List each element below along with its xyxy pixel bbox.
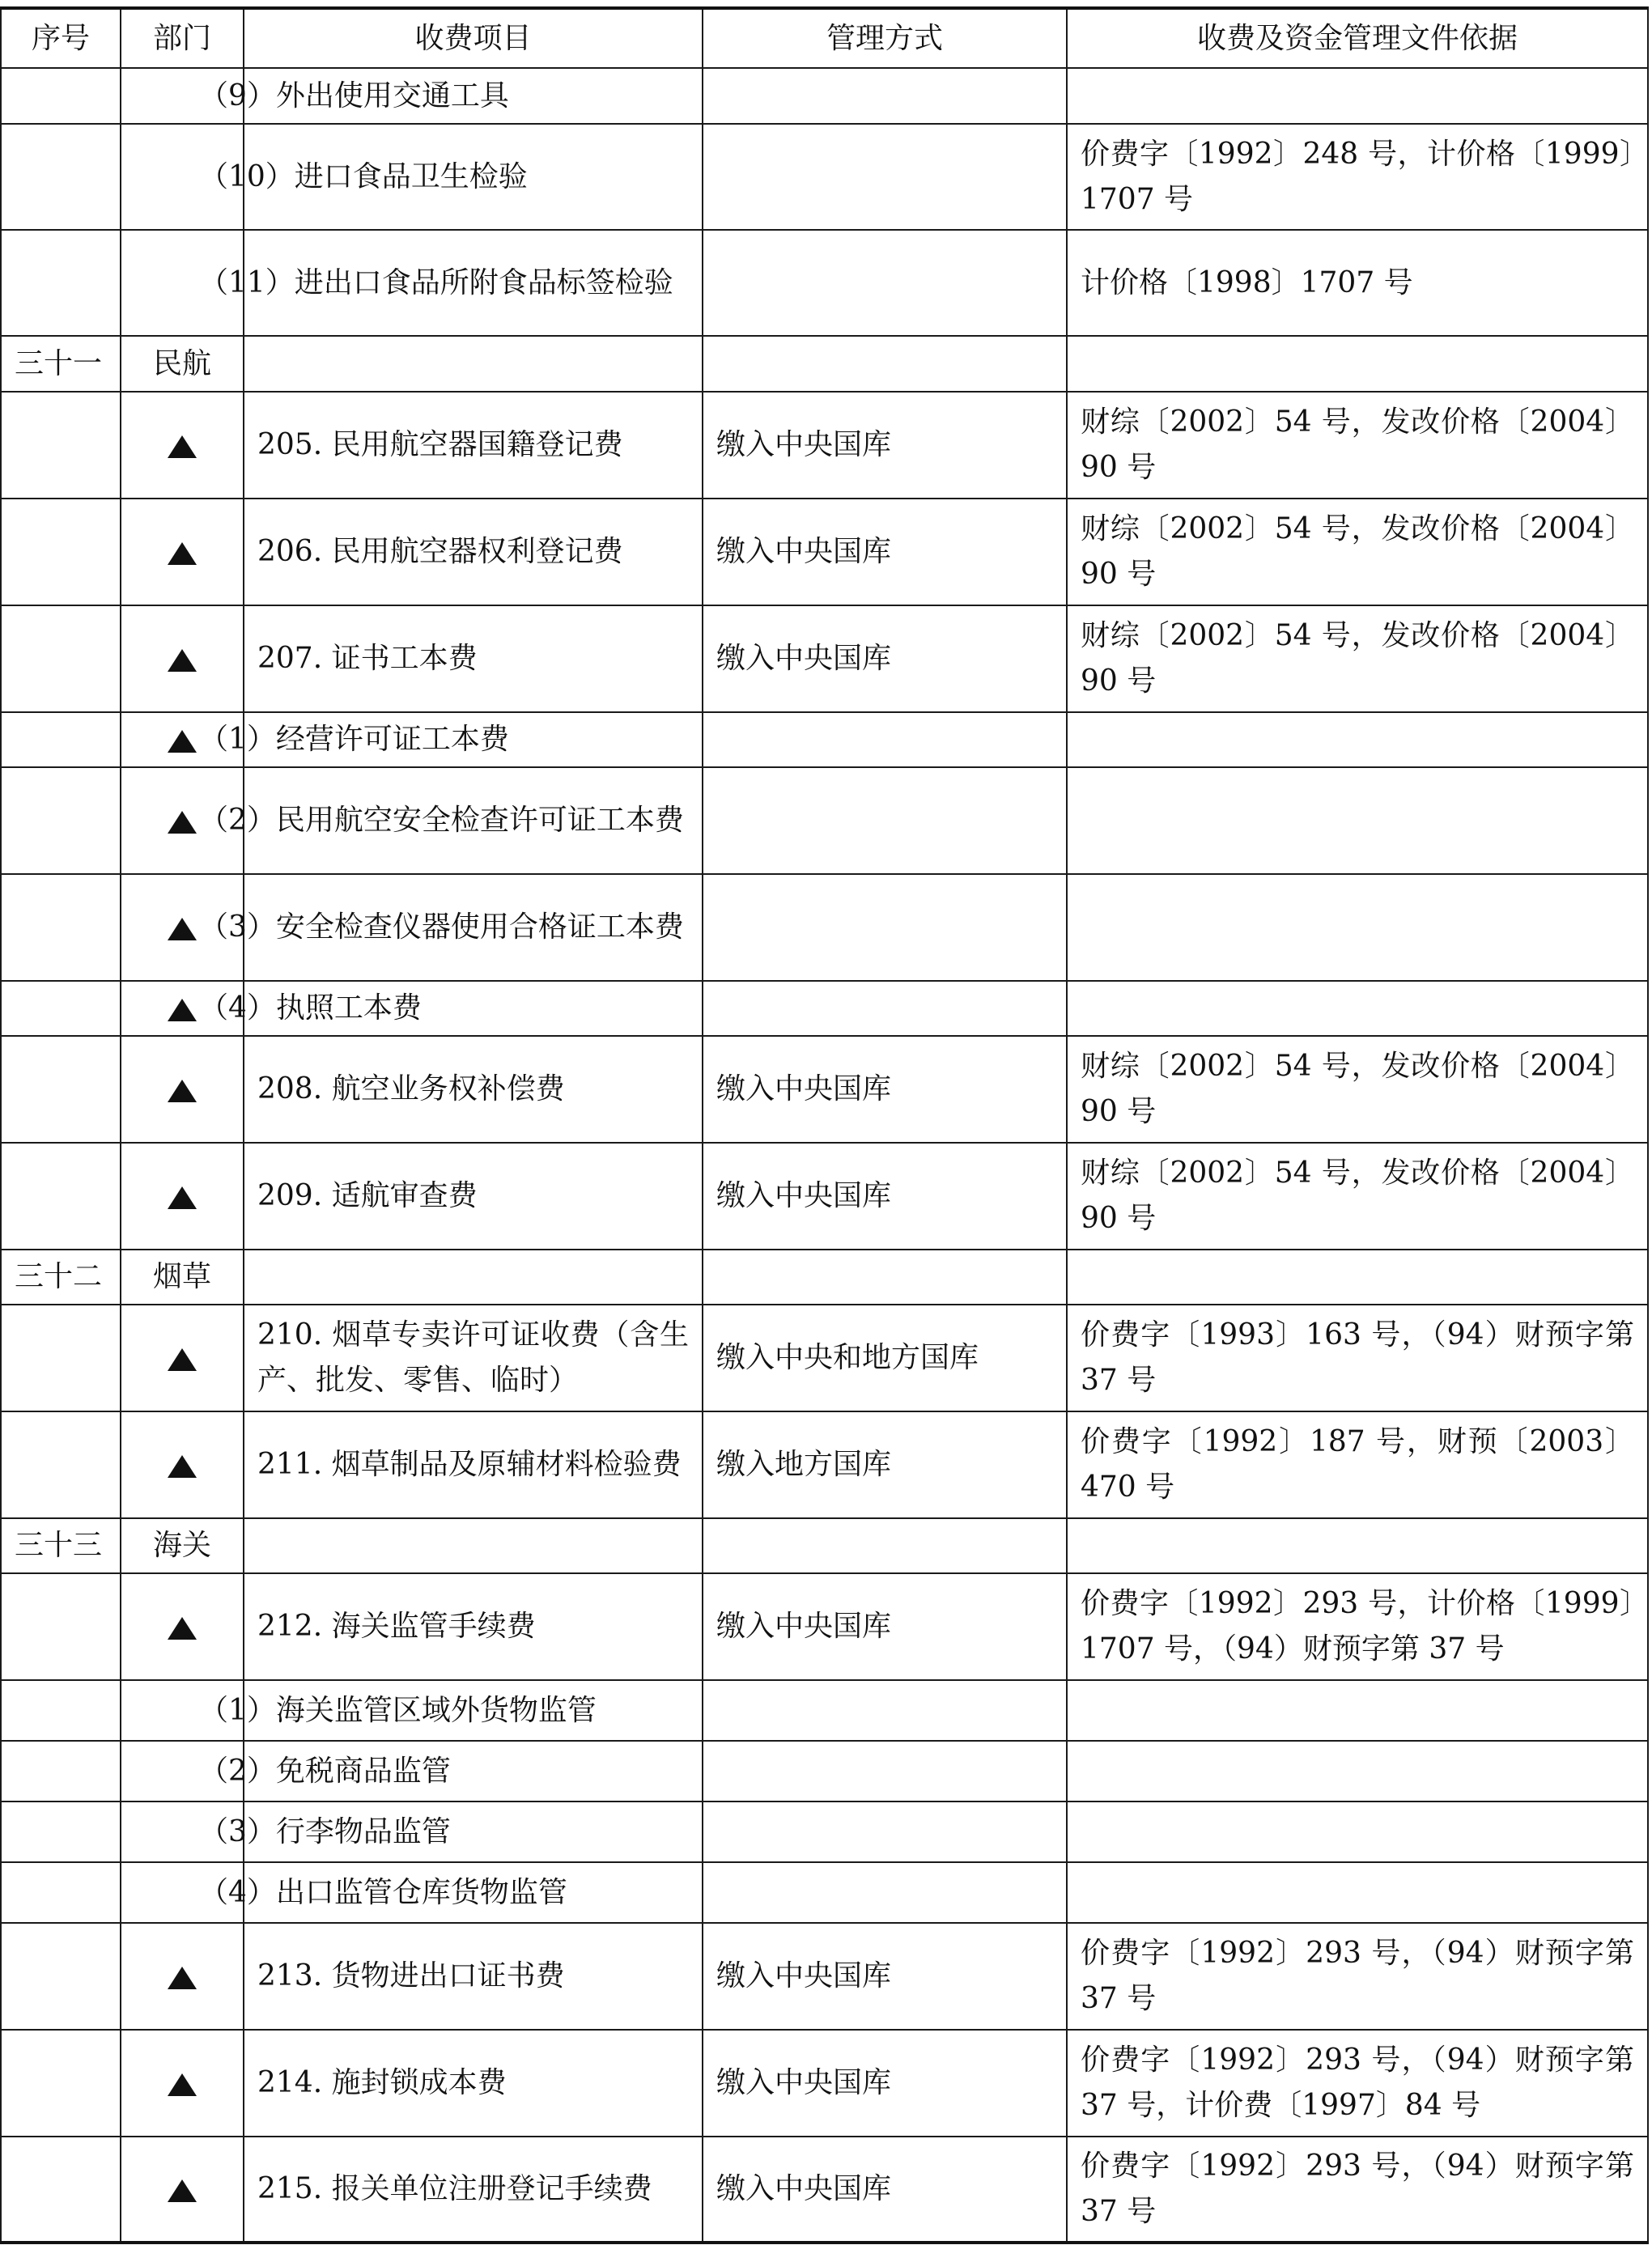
fee-item-cell: （10）进口食品卫生检验 [244, 124, 703, 230]
document-basis-cell: 财综〔2002〕54 号，发改价格〔2004〕90 号 [1067, 392, 1648, 499]
row-number [1, 2030, 121, 2137]
management-method-cell [703, 1518, 1067, 1573]
document-basis-cell [1067, 712, 1648, 767]
fee-item-cell: （1）海关监管区域外货物监管 [244, 1680, 703, 1741]
triangle-marker-icon [168, 1455, 197, 1478]
fee-item-cell: 212. 海关监管手续费 [244, 1573, 703, 1680]
management-method-cell: 缴入中央国库 [703, 1573, 1067, 1680]
table-row [1, 230, 1648, 336]
document-basis-cell: 计价格〔1998〕1707 号 [1067, 230, 1648, 336]
document-basis-cell: 财综〔2002〕54 号，发改价格〔2004〕90 号 [1067, 605, 1648, 712]
fee-item-cell: 214. 施封锁成本费 [244, 2030, 703, 2137]
management-method-cell: 缴入中央国库 [703, 1923, 1067, 2030]
document-basis-cell: 财综〔2002〕54 号，发改价格〔2004〕90 号 [1067, 1036, 1648, 1143]
management-method-cell [703, 1680, 1067, 1741]
table-row [1, 124, 1648, 230]
table-row [1, 1518, 1648, 1573]
fee-item-cell: 210. 烟草专卖许可证收费（含生产、批发、零售、临时） [244, 1305, 703, 1411]
triangle-marker-icon [168, 918, 197, 940]
row-number [1, 1862, 121, 1923]
triangle-marker-icon [168, 649, 197, 672]
fee-item-cell: 205. 民用航空器国籍登记费 [244, 392, 703, 499]
department-cell [121, 1573, 244, 1680]
fee-item-cell: （4）执照工本费 [244, 981, 703, 1036]
management-method-cell: 缴入中央国库 [703, 2030, 1067, 2137]
row-number [1, 874, 121, 981]
document-basis-cell [1067, 767, 1648, 874]
triangle-marker-icon [168, 435, 197, 458]
triangle-marker-icon [168, 1348, 197, 1371]
document-basis-cell [1067, 1250, 1648, 1305]
document-basis-cell: 财综〔2002〕54 号，发改价格〔2004〕90 号 [1067, 499, 1648, 605]
row-number [1, 1680, 121, 1741]
triangle-marker-icon [168, 1967, 197, 1989]
department-cell [121, 1143, 244, 1250]
management-method-cell: 缴入中央国库 [703, 392, 1067, 499]
table-row [1, 981, 1648, 1036]
row-number [1, 68, 121, 124]
table-row [1, 1680, 1648, 1741]
row-number [1, 981, 121, 1036]
row-number [1, 1143, 121, 1250]
management-method-cell [703, 981, 1067, 1036]
management-method-cell [703, 68, 1067, 124]
document-basis-cell: 价费字〔1992〕187 号，财预〔2003〕470 号 [1067, 1411, 1648, 1518]
document-basis-cell [1067, 1802, 1648, 1862]
table-row [1, 68, 1648, 124]
table-row [1, 1143, 1648, 1250]
table-row [1, 605, 1648, 712]
table-row [1, 392, 1648, 499]
table-row [1, 767, 1648, 874]
department-cell [121, 2030, 244, 2137]
triangle-marker-icon [168, 730, 197, 753]
document-basis-cell: 价费字〔1992〕293 号，（94）财预字第 37 号 [1067, 1923, 1648, 2030]
fee-item-cell [244, 336, 703, 392]
row-number [1, 1036, 121, 1143]
document-basis-cell: 价费字〔1992〕293 号，（94）财预字第 37 号 [1067, 2137, 1648, 2243]
department-cell: 民航 [121, 336, 244, 392]
document-basis-cell [1067, 1741, 1648, 1802]
document-basis-cell [1067, 874, 1648, 981]
fee-item-cell: 211. 烟草制品及原辅材料检验费 [244, 1411, 703, 1518]
document-basis-cell [1067, 1518, 1648, 1573]
row-number [1, 1923, 121, 2030]
fee-item-cell [244, 1518, 703, 1573]
management-method-cell [703, 1741, 1067, 1802]
table-row [1, 1573, 1648, 1680]
management-method-cell [703, 874, 1067, 981]
department-cell [121, 1036, 244, 1143]
table-row [1, 1036, 1648, 1143]
management-method-cell: 缴入中央和地方国库 [703, 1305, 1067, 1411]
row-number [1, 2137, 121, 2243]
row-number: 三十三 [1, 1518, 121, 1573]
document-basis-cell: 价费字〔1992〕248 号，计价格〔1999〕1707 号 [1067, 124, 1648, 230]
header-mgmt: 管理方式 [703, 8, 1067, 68]
document-basis-cell [1067, 336, 1648, 392]
fee-item-cell: 215. 报关单位注册登记手续费 [244, 2137, 703, 2243]
table-row [1, 874, 1648, 981]
document-basis-cell: 价费字〔1992〕293 号，计价格〔1999〕1707 号，（94）财预字第 37 号 [1067, 1573, 1648, 1680]
document-basis-cell [1067, 68, 1648, 124]
fee-item-cell: （11）进出口食品所附食品标签检验 [244, 230, 703, 336]
fee-item-cell: （9）外出使用交通工具 [244, 68, 703, 124]
table-row [1, 1411, 1648, 1518]
table-row [1, 1305, 1648, 1411]
department-cell [121, 1305, 244, 1411]
management-method-cell [703, 1802, 1067, 1862]
row-number [1, 499, 121, 605]
fee-item-cell: （3）安全检查仪器使用合格证工本费 [244, 874, 703, 981]
management-method-cell [703, 336, 1067, 392]
row-number [1, 605, 121, 712]
management-method-cell: 缴入中央国库 [703, 605, 1067, 712]
table-row [1, 499, 1648, 605]
department-cell [121, 605, 244, 712]
table-row [1, 1862, 1648, 1923]
triangle-marker-icon [168, 999, 197, 1021]
table-row [1, 1802, 1648, 1862]
document-basis-cell: 财综〔2002〕54 号，发改价格〔2004〕90 号 [1067, 1143, 1648, 1250]
management-method-cell: 缴入中央国库 [703, 2137, 1067, 2243]
document-basis-cell: 价费字〔1992〕293 号，（94）财预字第 37 号，计价费〔1997〕84 号 [1067, 2030, 1648, 2137]
management-method-cell: 缴入地方国库 [703, 1411, 1067, 1518]
triangle-marker-icon [168, 2179, 197, 2202]
department-cell [121, 1923, 244, 2030]
row-number: 三十一 [1, 336, 121, 392]
management-method-cell [703, 767, 1067, 874]
row-number [1, 392, 121, 499]
row-number [1, 230, 121, 336]
department-cell [121, 2137, 244, 2243]
row-number [1, 1305, 121, 1411]
triangle-marker-icon [168, 811, 197, 834]
triangle-marker-icon [168, 1186, 197, 1209]
triangle-marker-icon [168, 1080, 197, 1102]
fee-item-cell: 207. 证书工本费 [244, 605, 703, 712]
department-cell: 烟草 [121, 1250, 244, 1305]
document-basis-cell [1067, 981, 1648, 1036]
department-cell [121, 1411, 244, 1518]
management-method-cell [703, 712, 1067, 767]
fee-item-cell: （2）民用航空安全检查许可证工本费 [244, 767, 703, 874]
management-method-cell [703, 1250, 1067, 1305]
table-body [1, 68, 1648, 2243]
department-cell [121, 392, 244, 499]
header-no: 序号 [1, 8, 121, 68]
management-method-cell: 缴入中央国库 [703, 1036, 1067, 1143]
triangle-marker-icon [168, 542, 197, 565]
row-number [1, 1573, 121, 1680]
fee-item-cell: （2）免税商品监管 [244, 1741, 703, 1802]
fee-item-cell: 209. 适航审查费 [244, 1143, 703, 1250]
fee-item-cell: 213. 货物进出口证书费 [244, 1923, 703, 2030]
table-row [1, 712, 1648, 767]
management-method-cell [703, 124, 1067, 230]
table-header-row [1, 8, 1648, 68]
fee-item-cell: （1）经营许可证工本费 [244, 712, 703, 767]
management-method-cell [703, 230, 1067, 336]
row-number [1, 1802, 121, 1862]
header-item: 收费项目 [244, 8, 703, 68]
row-number [1, 767, 121, 874]
triangle-marker-icon [168, 1617, 197, 1640]
row-number [1, 1411, 121, 1518]
fee-item-cell: 206. 民用航空器权利登记费 [244, 499, 703, 605]
table-row [1, 336, 1648, 392]
table-row [1, 1250, 1648, 1305]
document-basis-cell: 价费字〔1993〕163 号，（94）财预字第 37 号 [1067, 1305, 1648, 1411]
department-cell: 海关 [121, 1518, 244, 1573]
row-number [1, 1741, 121, 1802]
table-row [1, 1741, 1648, 1802]
document-basis-cell [1067, 1862, 1648, 1923]
header-basis: 收费及资金管理文件依据 [1067, 8, 1648, 68]
triangle-marker-icon [168, 2073, 197, 2096]
fee-item-cell: （3）行李物品监管 [244, 1802, 703, 1862]
row-number: 三十二 [1, 1250, 121, 1305]
table-row [1, 2030, 1648, 2137]
table-row [1, 2137, 1648, 2243]
fee-item-cell: （4）出口监管仓库货物监管 [244, 1862, 703, 1923]
header-dept: 部门 [121, 8, 244, 68]
fee-table [0, 6, 1649, 2244]
row-number [1, 124, 121, 230]
fee-item-cell: 208. 航空业务权补偿费 [244, 1036, 703, 1143]
management-method-cell: 缴入中央国库 [703, 499, 1067, 605]
row-number [1, 712, 121, 767]
table-row [1, 1923, 1648, 2030]
fee-item-cell [244, 1250, 703, 1305]
document-basis-cell [1067, 1680, 1648, 1741]
management-method-cell [703, 1862, 1067, 1923]
department-cell [121, 499, 244, 605]
management-method-cell: 缴入中央国库 [703, 1143, 1067, 1250]
